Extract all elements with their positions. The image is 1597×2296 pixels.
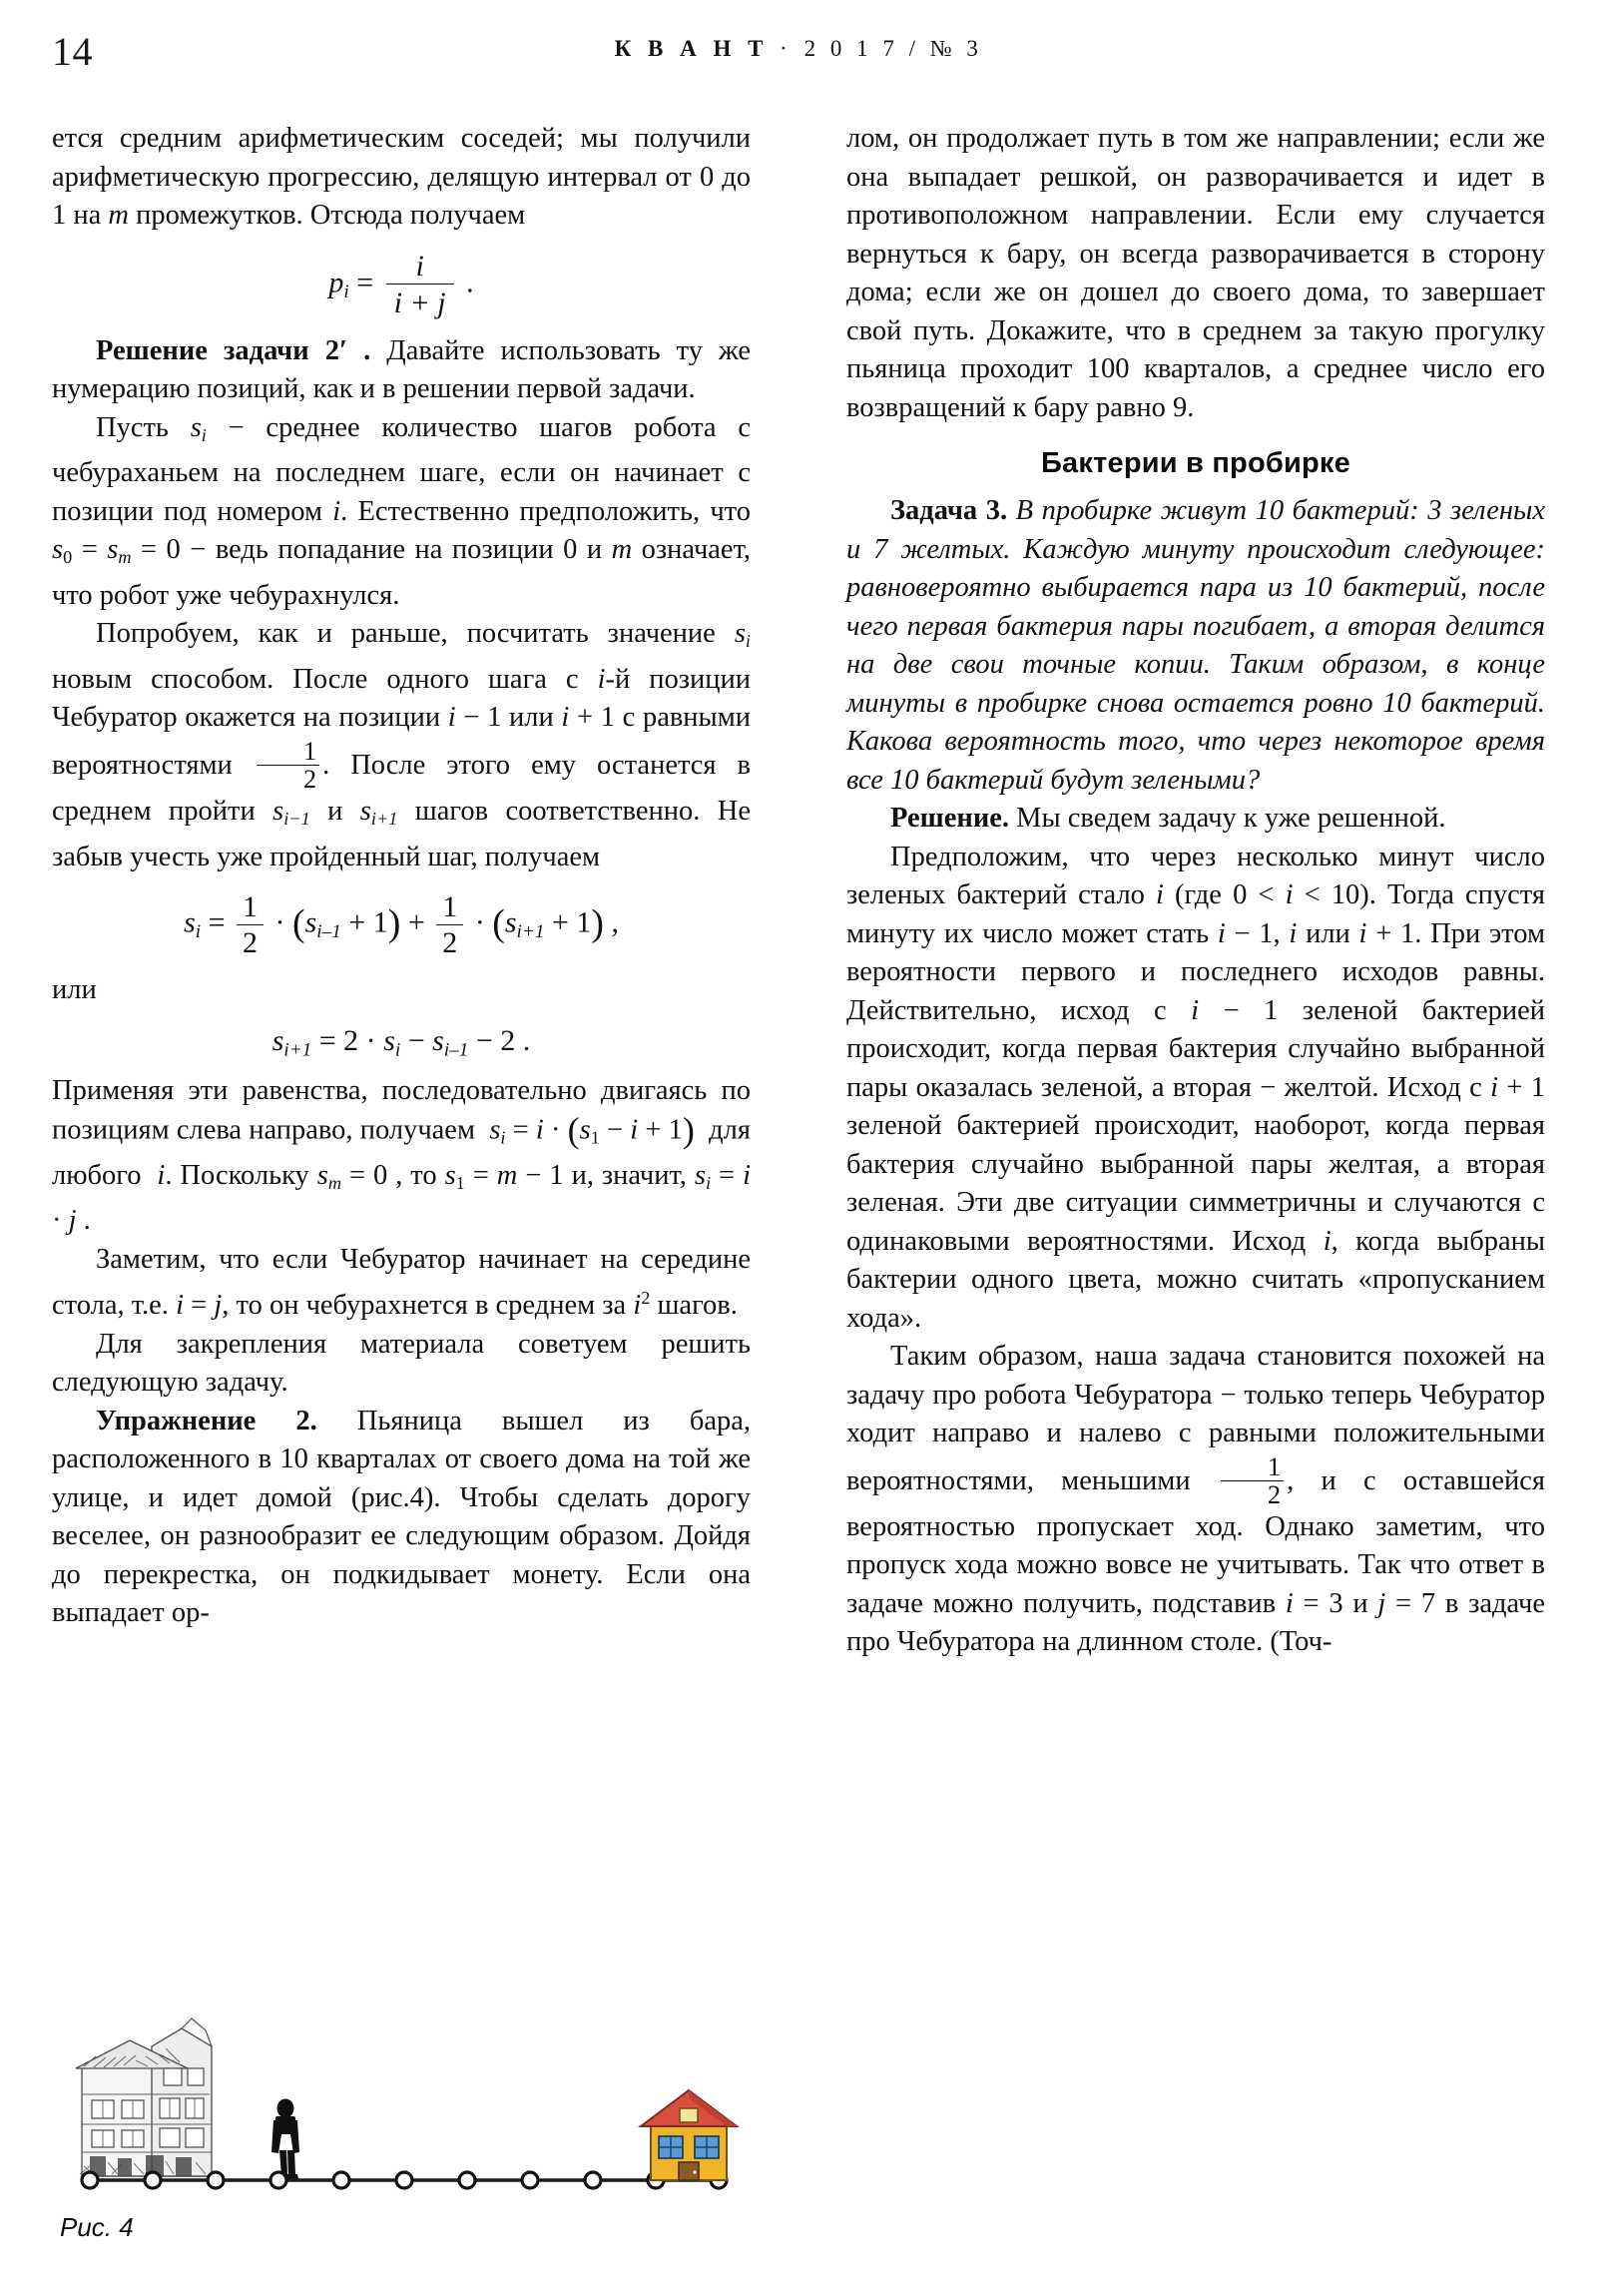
figure-caption: Рис. 4 (60, 2212, 134, 2242)
solution-3-lead: Решение. (890, 803, 1010, 834)
paragraph-continuation: ется средним арифметическим соседей; мы получили арифметическую прогрессию, делящую интервал от 0 до 1 на m промежутков. Отсюда получаем (52, 123, 751, 231)
exercise-2-lead: Упражнение 2. (96, 1405, 317, 1436)
paragraph-consolidation: Для закрепления материала советуем решить следующую задачу. (52, 1328, 751, 1399)
magazine-title: К В А Н Т (614, 36, 769, 61)
paragraph-assumption: Предположим, что через несколько минут число зеленых бактерий стало i (где 0 < i < 10). Тогда спустя минуту их число может стать i − 1, i или i + 1. При этом вероятности первого и последнего исходов равны. Действительно, исход с i − 1 зеленой бактерией происходит, когда первая бактерия случайно выбранной пары оказалась зеленой, а вторая − желтой. Исход с i + 1 зеленой бактерией происходит, наоборот, когда первая бактерия случайно выбранной пары желтая, а вторая зеленая. Эти две ситуации симметричны и случаются с одинаковыми вероятностями. Исход i, когда выбраны бактерии одного цвета, можно считать «пропусканием хода». (846, 841, 1546, 1334)
solution-3-paragraph: Решение. Мы сведем задачу к уже решенной. (890, 803, 1446, 834)
paragraph-middle-of-table: Заметим, что если Чебуратор начинает на середине стола, т.е. i = j, то он чебурахнется в среднем за $i^2$ шагов. (52, 1243, 751, 1322)
left-column (52, 120, 751, 2256)
equation-s-i-plus-1: $s_{i+1} = 2 \cdot s_i - s_{i-1} - 2$ . (271, 1023, 531, 1060)
house-icon (641, 2090, 737, 2180)
equation-p-i: $p_i$ = $\frac{i}{i + j}$ . (328, 249, 474, 320)
walking-man-silhouette (271, 2099, 299, 2180)
running-head-separator: · (780, 36, 794, 61)
solution-2-paragraph: Решение задачи 2′ . Давайте использовать ту же нумерацию позиций, как и в решении первой задачи. (52, 334, 752, 405)
right-column (846, 120, 1545, 2256)
problem-3-statement: В пробирке живут 10 бактерий: 3 зеленых и 7 желтых. Каждую минуту происходит следующее: равновероятно выбирается пара из 10 бактерий, после чего первая бактерия пары погибает, а вторая делится на две свои точные копии. Таким образом, в конце минуты в пробирке снова остается ровно 10 бактерий. Какова вероятность того, что через некоторое время все 10 бактерий будут зелеными? (846, 495, 1545, 796)
connector-ili: или (52, 974, 97, 1006)
figure-4 (52, 2016, 751, 2256)
page-header (52, 28, 1545, 80)
page-number: 14 (52, 29, 93, 74)
problem-3-paragraph (846, 492, 1545, 800)
paragraph-coin-continuation: лом, он продолжает путь в том же направлении; если же она выпадает решкой, он разворачивается и идет в противоположном направлении. Если ему случается вернуться к бару, он всегда разворачивается в сторону дома; если же он дошел до своего дома, то завершает свой путь. Докажите, что в среднем за такую прогулку пьяница проходит 100 кварталов, а среднее число его возвращений к бару равно 9. (846, 123, 1546, 423)
figure-4-illustration (60, 2016, 749, 2206)
equation-s-i-recurrence: $s_i$ = $\frac{1}{2}$ · $(s_{i-1} + 1)$ + $\frac{1}{2}$ · $(s_{i+1} + 1)$ , (184, 890, 619, 960)
solution-2-lead: Решение задачи 2′ . (96, 334, 371, 366)
issue-number: 2 0 1 7 / № 3 (803, 36, 983, 61)
paragraph-applying-equalities: Применяя эти равенства, последовательно двигаясь по позициям слева направо, получаем $s_i = i \cdot (s_1 - i + 1)$ для любого i. Поскольку $s_m = 0$ , то $s_1 = m - 1$ и, значит, $s_i = i \cdot j$ . (52, 1075, 752, 1237)
paragraph-new-method: Попробуем, как и раньше, посчитать значение $s_i$ новым способом. После одного шага с i-й позиции Чебуратор окажется на позиции i − 1 или i + 1 с равными вероятностями $\frac{1}{2}$ . После этого ему останется в среднем пройти $s_{i-1}$ и $s_{i+1}$ шагов соответственно. Не забыв учесть уже пройденный шаг, получаем (52, 618, 751, 872)
paragraph-conclusion: Таким образом, наша задача становится похожей на задачу про робота Чебуратора − только теперь Чебуратор ходит направо и налево с равными положительными вероятностями, меньшими $\frac{1}{2}$ , и с оставшейся вероятностью пропускает ход. Однако заметим, что пропуск хода можно вовсе не учитывать. Так что ответ в задаче можно получить, подставив i = 3 и j = 7 в задаче про Чебуратора на длинном столе. (Точ- (846, 1341, 1545, 1658)
problem-3-lead: Задача 3. (890, 495, 1008, 526)
section-heading-bacteria: Бактерии в пробирке (1041, 447, 1350, 479)
running-head (52, 36, 1545, 62)
exercise-2-paragraph: Упражнение 2. Пьяница вышел из бара, расположенного в 10 кварталах от своего дома на той же улице, и идет домой (рис.4). Чтобы сделать дорогу веселее, он разнообразит ее следующим образом. Дойдя до перекрестка, он подкидывает монету. Если она выпадает ор- (52, 1405, 752, 1629)
article-body (52, 120, 1545, 2256)
bar-building-sketch (76, 2018, 212, 2176)
paragraph-s-i-definition: Пусть $s_i$ − среднее количество шагов робота с чебураханьем на последнем шаге, если он начинает с позиции под номером i. Естественно предположить, что $s_0 = s_m = 0$ − ведь попадание на позиции 0 и m означает, что робот уже чебурахнулся. (52, 411, 752, 611)
